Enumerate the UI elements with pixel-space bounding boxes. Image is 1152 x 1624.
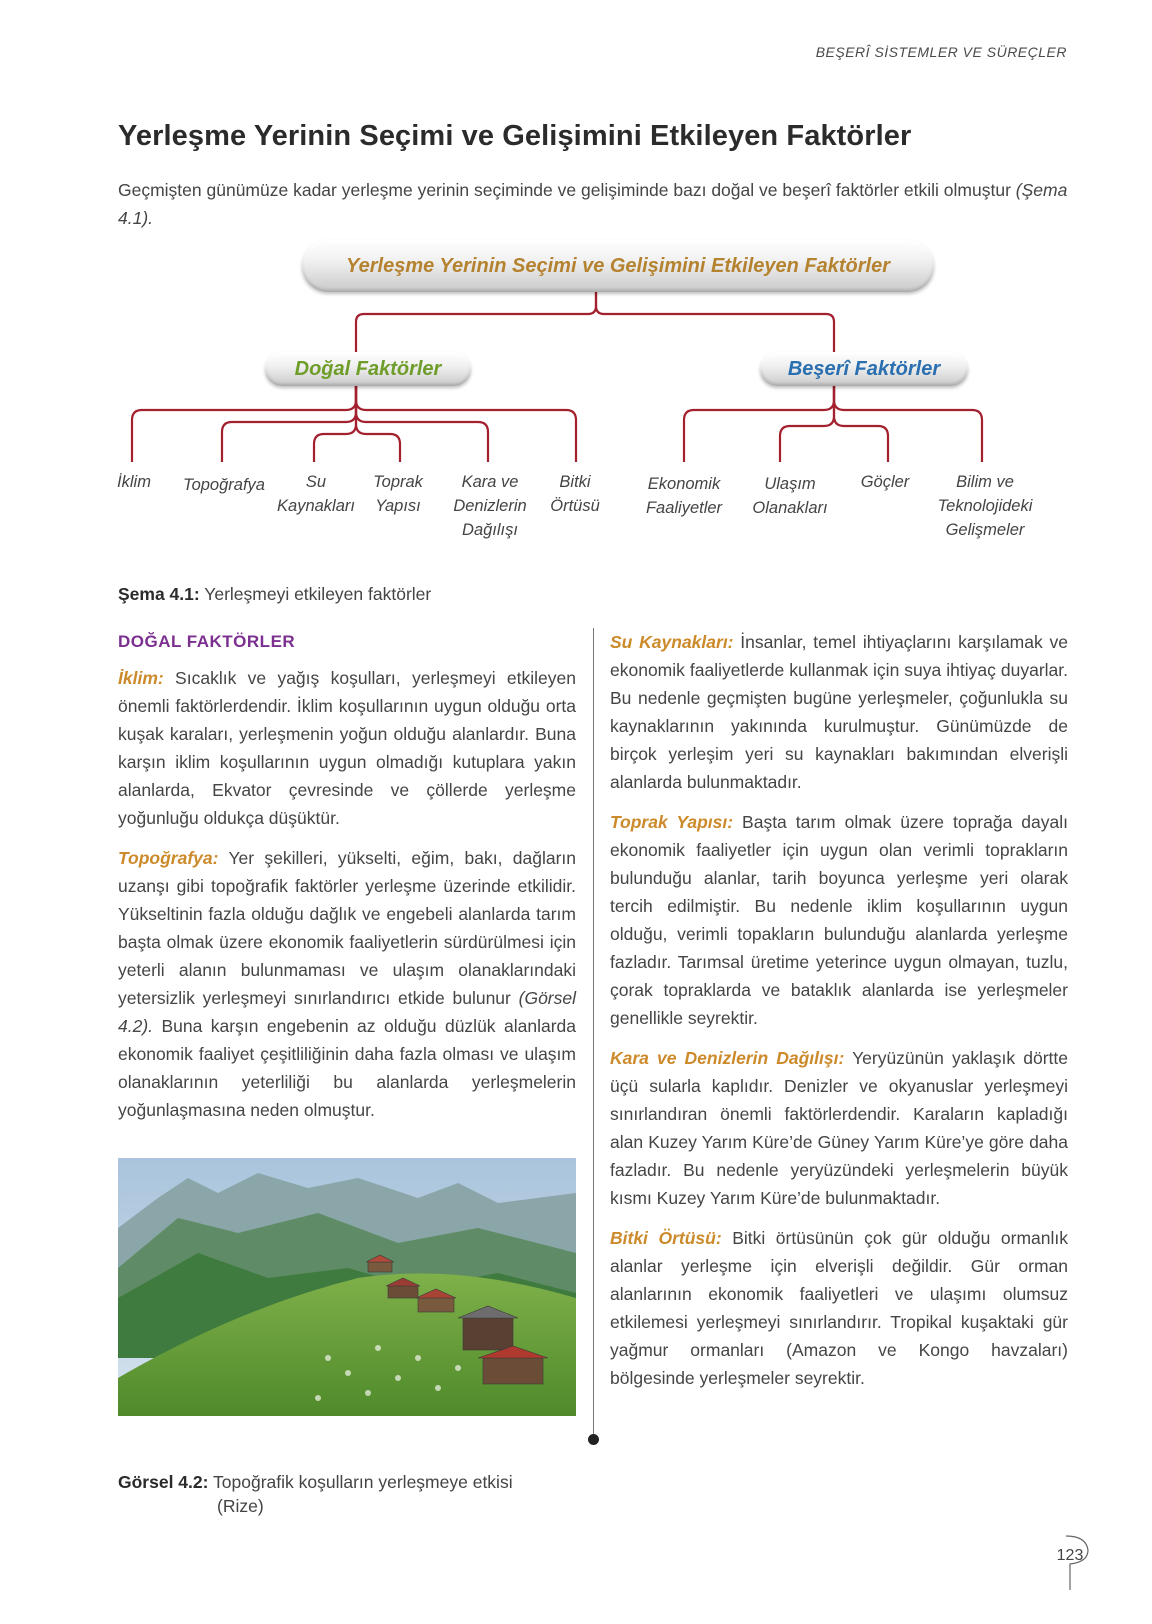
divider-dot	[588, 1434, 599, 1445]
photo-caption-label: Görsel 4.2:	[118, 1472, 209, 1492]
paragraph-iklim	[118, 664, 576, 832]
natural-factors-node: Doğal Faktörler	[265, 352, 471, 386]
leaf-bilim: Bilim ve Teknolojideki Gelişmeler	[937, 473, 1033, 539]
keyword-bitki: Bitki Örtüsü:	[610, 1228, 722, 1248]
column-divider	[593, 628, 594, 1438]
leaf-topografya: Topoğrafya	[183, 476, 265, 494]
landscape-illustration	[118, 1158, 576, 1416]
schema-caption	[118, 584, 431, 605]
connector-root-natural	[356, 292, 596, 352]
photo-caption	[118, 1470, 588, 1518]
running-header: BEŞERÎ SİSTEMLER VE SÜREÇLER	[815, 44, 1067, 60]
keyword-toprak: Toprak Yapısı:	[610, 812, 734, 832]
text-su: İnsanlar, temel ihtiyaçlarını karşılamak ve ekonomik faaliyetlerde kullanmak için suya ihtiyaç duyarlar. Bu nedenle geçmişten bugüne yerleşmeler, çoğunlukla su kaynaklarının yakınında kurulmuştur. Günümüzde de birçok yerleşim yeri su kaynakları bakımından elverişli alanlarda bulunmaktadır.	[610, 632, 1069, 792]
keyword-topografya: Topoğrafya:	[118, 848, 219, 868]
connector-iklim	[132, 386, 356, 462]
human-factors-node: Beşerî Faktörler	[760, 352, 968, 386]
leaf-iklim: İklim	[117, 473, 151, 491]
leaf-ulasim: Ulaşım Olanakları	[752, 475, 828, 517]
leaf-kara-denizler: Kara ve Denizlerin Dağılışı	[453, 473, 527, 539]
text-toprak: Başta tarım olmak üzere toprağa dayalı ekonomik faaliyetler için uygun olan verimli toprakların bulunduğu alanlar, tarih boyunca yerleşme yeri olarak tercih edilmiştir. Bu nedenle iklim koşullarının uygun olduğu, verimli topakların bulunduğu alanlarda yerleşme fazladır. Tarımsal üretime yeterince uygun olmayan, tuzlu, çorak topraklarda ve bataklık alanlarda ise yerleşmeler genellikle seyrektir.	[610, 812, 1068, 1028]
connector-ekonomik	[684, 386, 834, 462]
paragraph-toprak	[610, 808, 1068, 1032]
diagram-root: Yerleşme Yerinin Seçimi ve Gelişimini Etkileyen Faktörler	[302, 240, 934, 292]
rize-landscape-photo	[118, 1158, 576, 1416]
leaf-bitki-ortusu: Bitki Örtüsü	[550, 473, 600, 515]
intro-paragraph	[118, 176, 1068, 232]
leaf-gocler: Göçler	[860, 473, 910, 491]
page-title: Yerleşme Yerinin Seçimi ve Gelişimini Etkileyen Faktörler	[118, 120, 912, 152]
keyword-su: Su Kaynakları:	[610, 632, 734, 652]
text-kara: Yeryüzünün yaklaşık dörtte üçü sularla kaplıdır. Denizler ve okyanuslar yerleşmeyi sınırlandıran önemli faktörlerdendir. Karaların kapladığı alan Kuzey Yarım Küre’de Güney Yarım Küre’ye göre daha fazladır. Bu nedenle yeryüzündeki yerleşmelerin büyük kısmı Kuzey Yarım Küre’de bulunmaktadır.	[610, 1048, 1068, 1208]
connector-su	[314, 386, 356, 462]
intro-ref: (Şema 4.1).	[118, 180, 1068, 228]
connector-toprak	[356, 386, 400, 462]
left-column	[118, 628, 576, 1136]
intro-text: Geçmişten günümüze kadar yerleşme yerinin seçiminde ve gelişiminde bazı doğal ve beşerî faktörler etkili olmuştur	[118, 180, 1016, 200]
connector-gocler	[834, 386, 888, 462]
text-topografya-1: Yer şekilleri, yükselti, eğim, bakı, dağların uzanşı gibi topoğrafik faktörler yerleşme üzerinde etkilidir. Yükseltinin fazla olduğu dağlık ve engebeli alanlarda tarım başta olmak üzere ekonomik faaliyetlerin sürdürülmesi için yeterli alanın bulunmaması ve ulaşım olanaklarındaki yetersizlik yerleşmeyi sınırlandırıcı etkide bulunur	[118, 848, 576, 1008]
section-heading: DOĞAL FAKTÖRLER	[118, 632, 296, 651]
leaf-su-kaynaklari: Su Kaynakları	[277, 473, 355, 515]
photo-caption-text: Topoğrafik koşulların yerleşmeye etkisi	[208, 1472, 513, 1492]
leaf-ekonomik: Ekonomik Faaliyetler	[645, 475, 723, 517]
leaf-toprak-yapisi: Toprak Yapısı	[373, 473, 423, 515]
connector-root-human	[596, 292, 834, 352]
paragraph-kara	[610, 1044, 1068, 1212]
right-column	[610, 628, 1068, 1404]
connector-topografya	[222, 386, 356, 462]
schema-caption-text: Yerleşmeyi etkileyen faktörler	[199, 584, 432, 604]
text-iklim: Sıcaklık ve yağış koşulları, yerleşmeyi etkileyen önemli faktörlerdendir. İklim koşullarının uygun olduğu orta kuşak karaları, yerleşmenin yoğun olduğu alanlardır. Buna karşın iklim koşullarının uygun olmadığı kutuplara yakın alanlarda, Ekvator çevresinde ve çöllerde yerleşme yoğunluğu oldukça düşüktür.	[118, 668, 576, 828]
page-number: 123	[1056, 1547, 1084, 1564]
factors-diagram	[0, 240, 1152, 570]
connector-bitki	[356, 386, 576, 462]
connector-ulasim	[780, 386, 834, 462]
text-topografya-2: Buna karşın engebenin az olduğu düzlük alanlarda ekonomik faaliyet çeşitliliğinin daha fazla olması ve ulaşım olanaklarının yeterliliği bu alanlarda yerleşmelerin yoğunlaşmasına neden olmuştur.	[118, 1016, 576, 1120]
paragraph-bitki	[610, 1224, 1068, 1392]
keyword-kara: Kara ve Denizlerin Dağılışı:	[610, 1048, 845, 1068]
paragraph-su	[610, 628, 1068, 796]
keyword-iklim: İklim:	[118, 668, 164, 688]
schema-caption-label: Şema 4.1:	[118, 584, 200, 604]
paragraph-topografya	[118, 844, 576, 1124]
connector-bilim	[834, 386, 982, 462]
connector-kara	[356, 386, 488, 462]
ref-gorsel: (Görsel 4.2).	[118, 988, 576, 1036]
photo-caption-location: (Rize)	[217, 1496, 264, 1516]
text-bitki: Bitki örtüsünün çok gür olduğu ormanlık alanlar yerleşme için elverişli değildir. Gür orman alanlarının ekonomik faaliyetleri ve ulaşımı olumsuz etkilemesi yerleşmeyi sınırlandırır. Tropikal kuşaktaki gür yağmur ormanları (Amazon ve Kongo havzaları) bölgesinde yerleşmeler seyrektir.	[610, 1228, 1068, 1388]
